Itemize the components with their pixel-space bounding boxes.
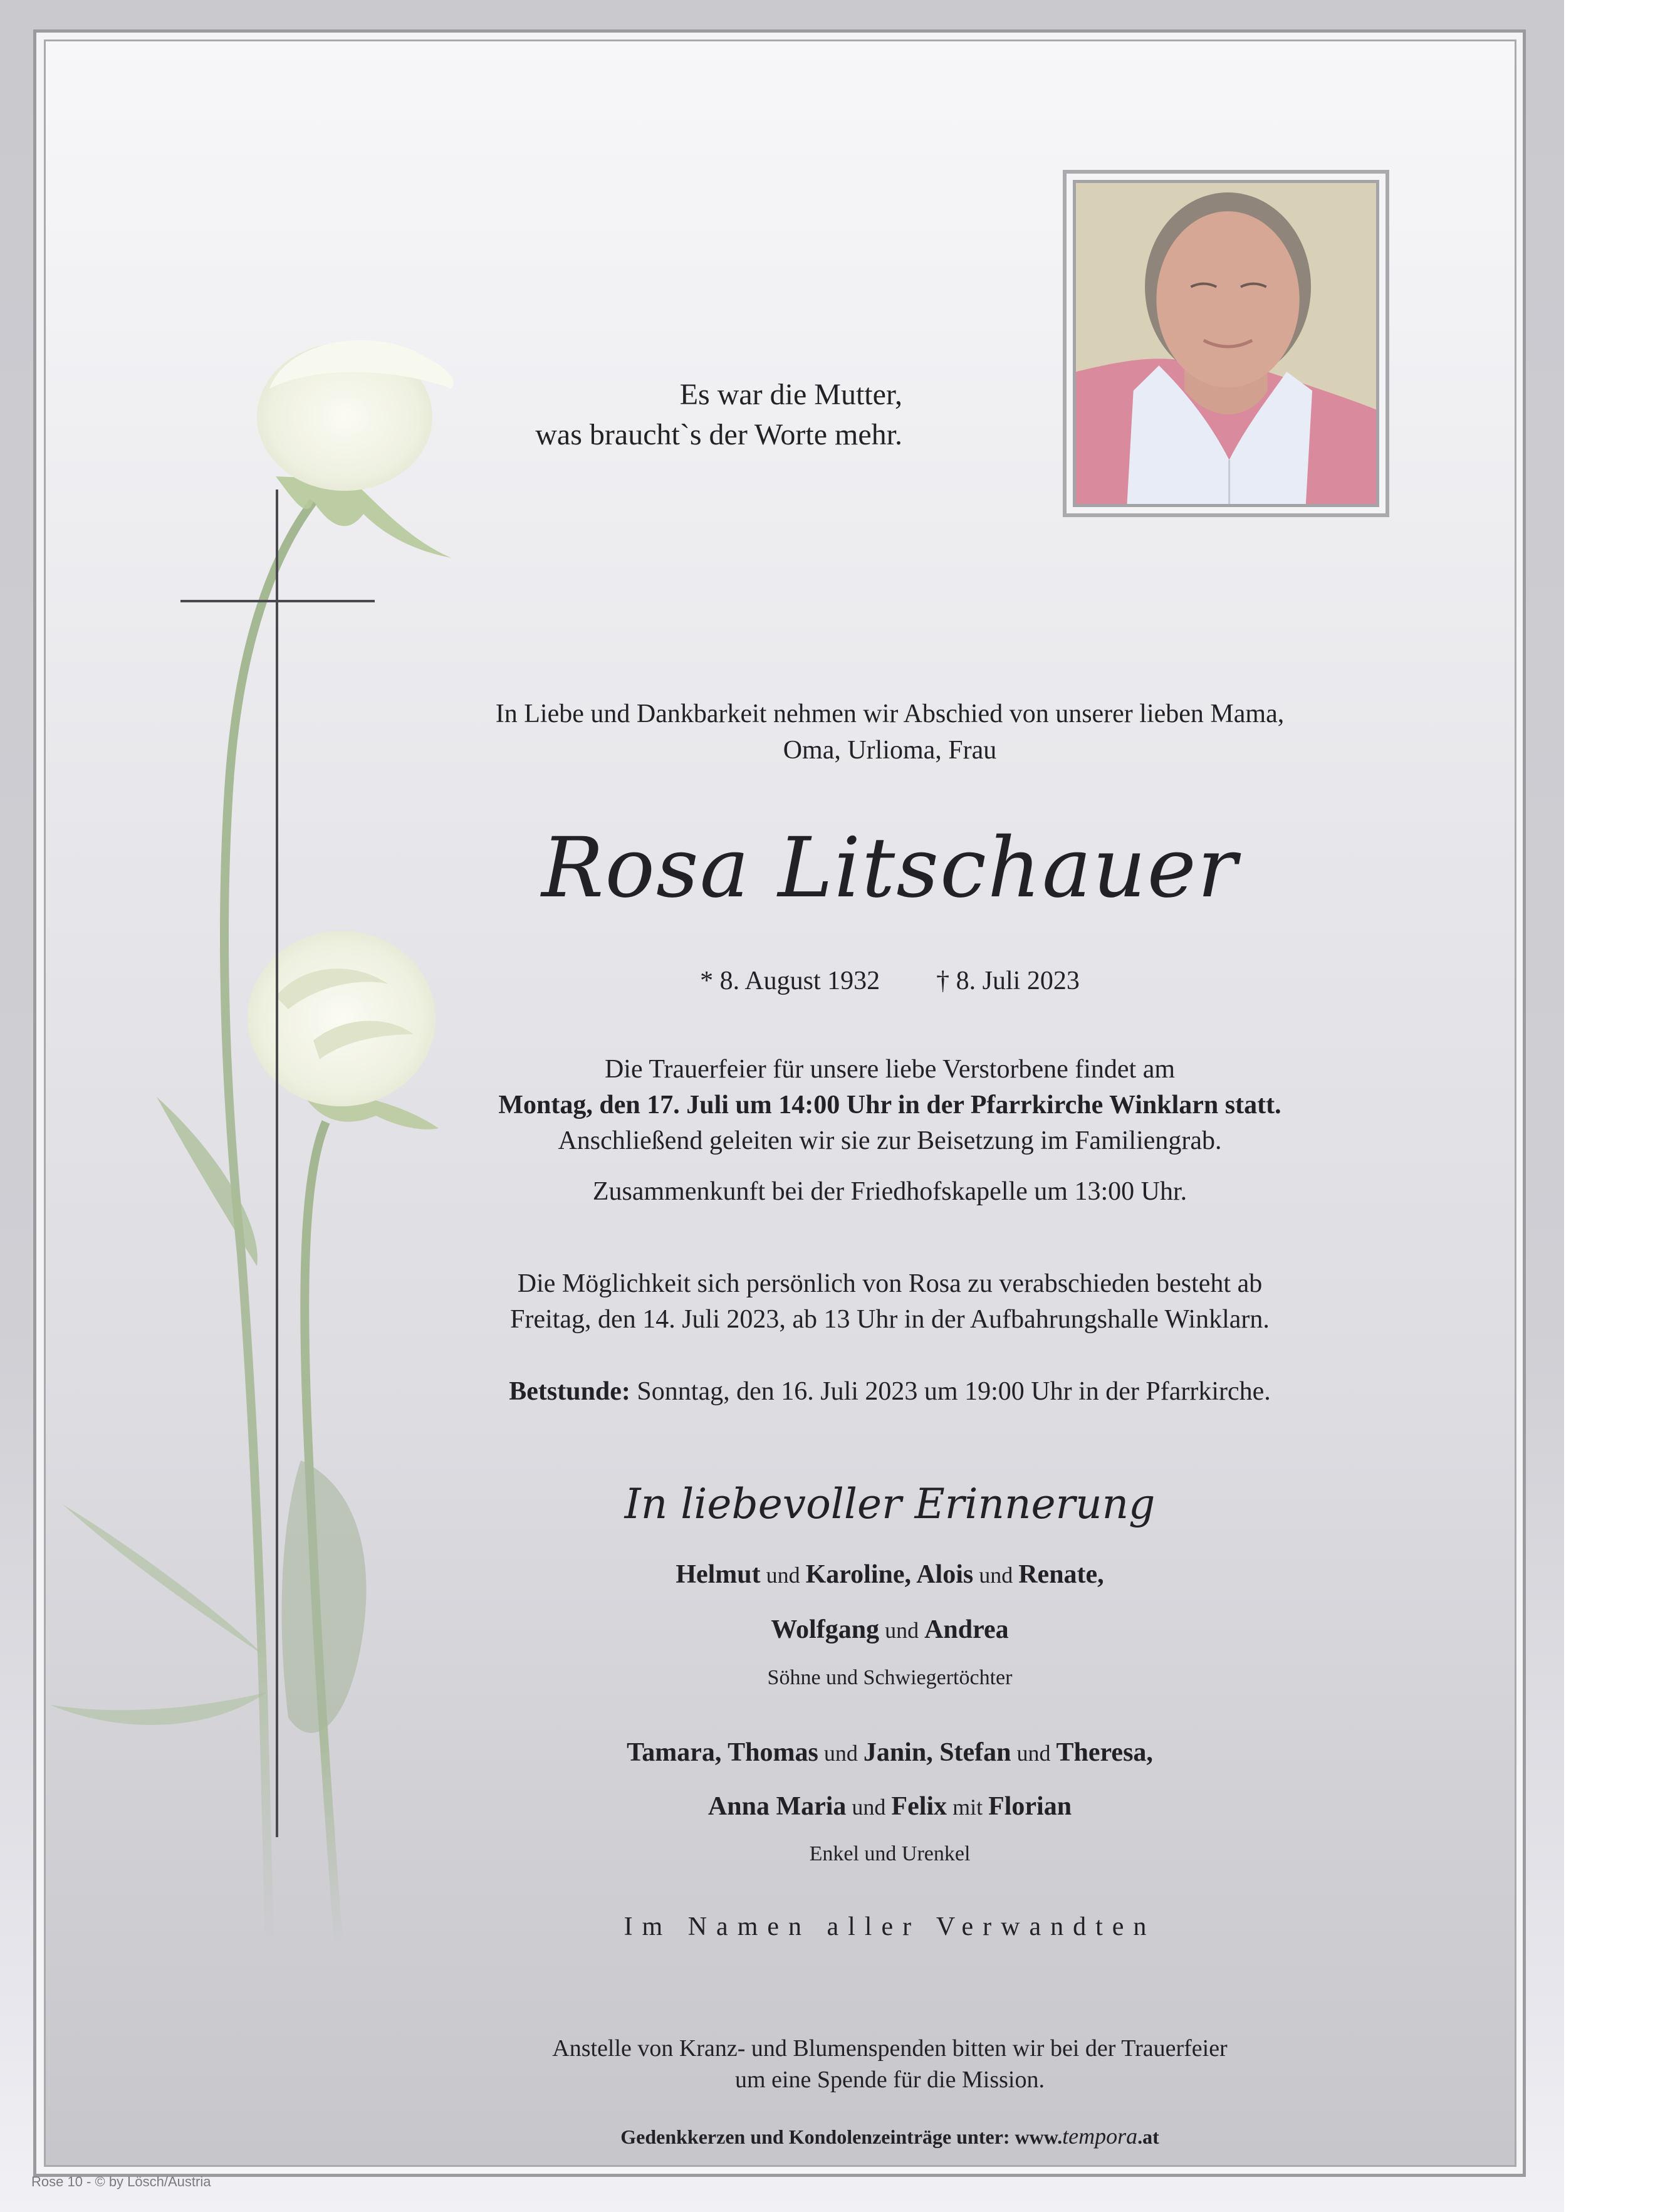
funeral-line-1: Die Trauerfeier für unsere liebe Verstorbene findet am	[604, 1055, 1176, 1084]
name: Helmut	[676, 1560, 761, 1589]
conjunction: und	[818, 1741, 864, 1766]
conjunction: und	[760, 1563, 806, 1588]
deceased-name: Rosa Litschauer	[541, 820, 1238, 916]
conjunction: und	[879, 1618, 925, 1643]
quote-line-1: Es war die Mutter,	[679, 378, 902, 411]
name: Karoline, Alois	[805, 1560, 974, 1589]
name: Theresa,	[1056, 1738, 1153, 1767]
donation-note	[389, 2033, 1391, 2095]
name: Anna Maria	[707, 1792, 847, 1821]
sons-line-1	[389, 1556, 1391, 1594]
viewing-line-2: Freitag, den 14. Juli 2023, ab 13 Uhr in der Aufbahrungshalle Winklarn.	[510, 1305, 1270, 1334]
life-dates	[389, 962, 1391, 1000]
name: Felix	[891, 1792, 947, 1821]
design-credit: Rose 10 - © by Lösch/Austria	[31, 2174, 211, 2189]
memorial-heading: In liebevoller Erinnerung	[624, 1480, 1156, 1528]
quote-line-2: was braucht`s der Worte mehr.	[535, 418, 902, 451]
name: Janin, Stefan	[863, 1738, 1011, 1767]
viewing-line-1: Die Möglichkeit sich persönlich von Rosa zu verabschieden besteht ab	[517, 1269, 1263, 1298]
farewell-intro	[389, 696, 1391, 768]
name: Renate,	[1018, 1560, 1104, 1589]
funeral-line-2: Montag, den 17. Juli um 14:00 Uhr in der Pfarrkirche Winklarn statt.	[498, 1091, 1281, 1119]
tempora-link[interactable]: tempora	[1062, 2124, 1138, 2149]
conjunction: und	[846, 1795, 892, 1820]
viewing-info	[389, 1266, 1391, 1338]
cross-horizontal	[180, 600, 375, 602]
grandchildren-relation: Enkel und Urenkel	[809, 1842, 971, 1865]
donation-line-1: Anstelle von Kranz- und Blumenspenden bitten wir bei der Trauerfeier	[552, 2035, 1228, 2062]
name: Florian	[988, 1792, 1072, 1821]
prayer-label: Betstunde:	[509, 1377, 630, 1406]
intro-line-2: Oma, Urlioma, Frau	[783, 736, 997, 765]
donation-line-2: um eine Spende für die Mission.	[735, 2067, 1045, 2093]
meeting-info: Zusammenkunft bei der Friedhofskapelle um 13:00 Uhr.	[592, 1177, 1187, 1206]
online-prefix: Gedenkkerzen und Kondolenzeinträge unter: www.	[620, 2126, 1063, 2148]
death-date: † 8. Juli 2023	[936, 967, 1080, 995]
sons-relation: Söhne und Schwiegertöchter	[767, 1666, 1013, 1689]
funeral-info	[389, 1052, 1391, 1159]
name: Wolfgang	[771, 1615, 880, 1644]
quote	[535, 375, 902, 455]
closing-line: Im Namen aller Verwandten	[624, 1912, 1156, 1941]
grandchildren-line-1	[389, 1734, 1391, 1772]
birth-date: * 8. August 1932	[700, 967, 880, 995]
portrait-photo	[1073, 180, 1379, 507]
prayer-text: Sonntag, den 16. Juli 2023 um 19:00 Uhr in der Pfarrkirche.	[630, 1377, 1271, 1406]
conjunction: und	[973, 1563, 1019, 1588]
online-suffix: .at	[1137, 2126, 1159, 2148]
conjunction: und	[1011, 1741, 1057, 1766]
funeral-line-3: Anschließend geleiten wir sie zur Beisetzung im Familiengrab.	[558, 1126, 1222, 1155]
name: Andrea	[924, 1615, 1009, 1644]
intro-line-1: In Liebe und Dankbarkeit nehmen wir Abschied von unserer lieben Mama,	[495, 700, 1285, 728]
name: Tamara, Thomas	[627, 1738, 818, 1767]
sons-line-2	[389, 1611, 1391, 1649]
prayer-info	[389, 1374, 1391, 1410]
conjunction: mit	[947, 1795, 989, 1820]
person-portrait-icon	[1076, 183, 1376, 504]
portrait-frame	[1063, 170, 1389, 517]
grandchildren-line-2	[389, 1788, 1391, 1826]
cross-vertical	[276, 490, 278, 1837]
online-condolence	[389, 2120, 1391, 2152]
